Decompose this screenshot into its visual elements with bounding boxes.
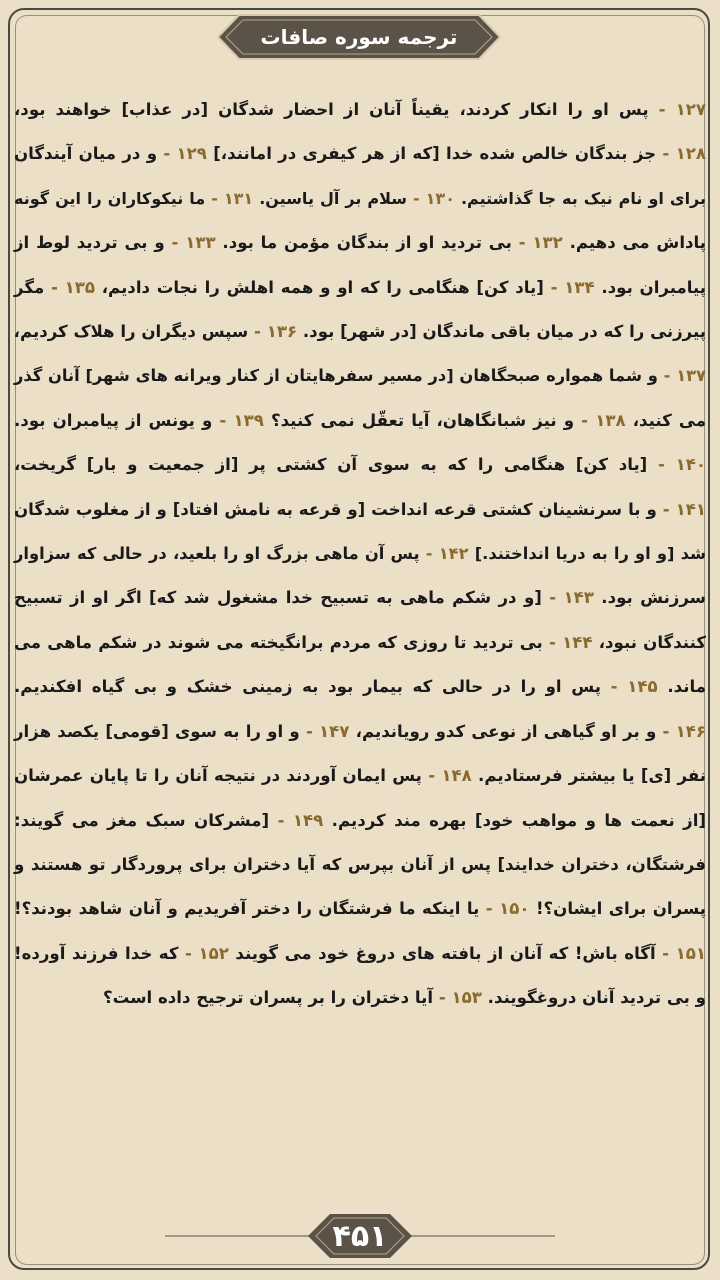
verse-number: ۱۴۴ - xyxy=(542,632,593,652)
verse-number: ۱۵۲ - xyxy=(178,943,229,963)
verse-number: ۱۵۳ - xyxy=(433,988,482,1008)
verse-text: و در میان آیندگان xyxy=(14,144,158,164)
text-line xyxy=(14,532,706,576)
text-line xyxy=(14,754,706,798)
verse-text: کنندگان نبود، xyxy=(592,632,706,652)
text-line xyxy=(14,132,706,176)
page-number: ۴۵۱ xyxy=(332,1218,388,1254)
verse-number: ۱۳۱ - xyxy=(205,188,254,208)
verse-text: آگاه باش! که آنان از بافته های دروغ خود می گویند xyxy=(228,943,656,963)
verse-number: ۱۴۶ - xyxy=(656,721,706,741)
verse-number: ۱۲۸ - xyxy=(656,144,706,164)
verse-text: ما نیکوکاران را این گونه xyxy=(14,188,206,208)
verse-text: و بی تردید آنان دروغگویند. xyxy=(481,988,706,1008)
verse-text: سرزنش بود. xyxy=(593,588,706,608)
verse-text: [یاد کن] هنگامی را که او و همه اهلش را نجات دادیم، xyxy=(95,277,544,297)
verse-text: [مشرکان سبک مغز می گویند: xyxy=(14,810,270,830)
verse-number: ۱۳۲ - xyxy=(511,233,563,253)
verse-number: ۱۴۰ - xyxy=(647,455,706,475)
verse-number: ۱۵۱ - xyxy=(655,943,706,963)
verse-text: می کنید، xyxy=(625,410,706,430)
verse-text: بی تردید او از بندگان مؤمن ما بود. xyxy=(215,233,512,253)
title-banner xyxy=(215,12,503,62)
text-line xyxy=(14,976,706,1020)
verse-text: [از نعمت ها و مواهب خود] بهره مند کردیم. xyxy=(323,810,707,830)
text-line xyxy=(14,932,706,976)
text-line xyxy=(14,266,706,310)
verse-text: مگر xyxy=(14,277,45,297)
verse-text: سپس دیگران را هلاک کردیم، xyxy=(13,322,249,342)
verse-number: ۱۴۹ - xyxy=(269,810,324,830)
verse-number: ۱۳۶ - xyxy=(248,322,298,342)
verse-number: ۱۳۵ - xyxy=(44,277,96,297)
text-line xyxy=(14,621,706,665)
text-line xyxy=(14,399,706,443)
verse-text: [یاد کن] هنگامی را که به سوی آن کشتی پر [از جمعیت و بار] گریخت، xyxy=(14,455,648,475)
page-title: ترجمه سوره صافات xyxy=(260,25,458,49)
text-line xyxy=(14,576,706,620)
verse-number: ۱۳۴ - xyxy=(543,277,595,297)
verse-text: پس او را در حالی که بیمار بود به زمینی خشک و بی گیاه افکندیم. xyxy=(14,677,601,697)
verse-text: پیامبران بود. xyxy=(594,277,706,297)
verse-text: [و در شکم ماهی به تسبیح خدا مشغول شد که] اگر او از تسبیح xyxy=(14,588,542,608)
verse-text: که خدا فرزند آورده! xyxy=(14,943,179,963)
translation-text xyxy=(14,88,706,1021)
text-line xyxy=(14,354,706,398)
text-line xyxy=(14,310,706,354)
text-line xyxy=(14,488,706,532)
verse-text: یا اینکه ما فرشتگان را دختر آفریدیم و آنان شاهد بودند؟! xyxy=(14,899,480,919)
verse-text: پاداش می دهیم. xyxy=(562,233,706,253)
verse-text: پسران برای ایشان؟! xyxy=(529,899,706,919)
verse-text: و شما همواره صبحگاهان [در مسیر سفرهایتان از کنار ویرانه های شهر] آنان گذر xyxy=(14,366,658,386)
verse-number: ۱۳۹ - xyxy=(212,410,264,430)
verse-text: پیرزنی را که در میان باقی ماندگان [در شهر] بود. xyxy=(297,322,706,342)
verse-text: سلام بر آل یاسین. xyxy=(253,188,407,208)
verse-text: پس ایمان آوردند در نتیجه آنان را تا پایان عمرشان xyxy=(14,766,422,786)
page-number-banner xyxy=(0,1212,720,1260)
verse-text: و او را به سوی [قومی] یکصد هزار xyxy=(14,721,300,741)
verse-text: بی تردید تا روزی که مردم برانگیخته می شوند در شکم ماهی می xyxy=(14,632,543,652)
verse-text: و بی تردید لوط از xyxy=(14,233,165,253)
text-line xyxy=(14,177,706,221)
text-line xyxy=(14,710,706,754)
verse-text: پس آن ماهی بزرگ او را بلعید، در حالی که سزاوار xyxy=(14,544,420,564)
verse-text: و با سرنشینان کشتی قرعه انداخت [و قرعه به نامش افتاد] و از مغلوب شدگان xyxy=(14,499,657,519)
verse-number: ۱۵۰ - xyxy=(479,899,530,919)
text-line xyxy=(14,665,706,709)
text-line xyxy=(14,443,706,487)
verse-text: جز بندگان خالص شده خدا [که از هر کیفری در امانند،] xyxy=(206,144,657,164)
verse-text: برای او نام نیک به جا گذاشتیم. xyxy=(454,188,707,208)
text-line xyxy=(14,221,706,265)
verse-text: پس او را انکار کردند، یقیناً آنان از احضار شدگان [در عذاب] خواهند بود، xyxy=(14,100,649,119)
text-line xyxy=(14,887,706,931)
verse-number: ۱۴۱ - xyxy=(656,499,706,519)
verse-number: ۱۳۳ - xyxy=(164,233,216,253)
verse-text: فرشتگان، دختران خدایند] پس از آنان بپرس که آیا دختران برای پروردگار تو هستند و xyxy=(14,854,706,874)
verse-text: آیا دختران را بر پسران ترجیح داده است؟ xyxy=(103,988,434,1008)
verse-number: ۱۳۷ - xyxy=(657,366,706,386)
text-line xyxy=(14,843,706,887)
verse-number: ۱۴۲ - xyxy=(419,544,469,564)
verse-number: ۱۳۰ - xyxy=(406,188,455,208)
verse-text: ماند. xyxy=(657,677,706,697)
verse-number: ۱۴۸ - xyxy=(421,766,472,786)
verse-text: و نیز شبانگاهان، آیا تعقّل نمی کنید؟ xyxy=(263,410,575,430)
verse-number: ۱۴۷ - xyxy=(299,721,350,741)
verse-number: ۱۲۷ - xyxy=(648,100,706,119)
verse-number: ۱۳۸ - xyxy=(574,410,626,430)
verse-text: و یونس از پیامبران بود. xyxy=(14,410,213,430)
verse-number: ۱۴۳ - xyxy=(541,588,594,608)
verse-number: ۱۴۵ - xyxy=(600,677,658,697)
verse-text: و بر او گیاهی از نوعی کدو رویاندیم، xyxy=(349,721,657,741)
verse-text: نفر [ی] یا بیشتر فرستادیم. xyxy=(471,766,706,786)
verse-text: شد [و او را به دریا انداختند.] xyxy=(468,544,706,564)
verse-number: ۱۲۹ - xyxy=(157,144,207,164)
text-line xyxy=(14,88,706,132)
text-line xyxy=(14,799,706,843)
